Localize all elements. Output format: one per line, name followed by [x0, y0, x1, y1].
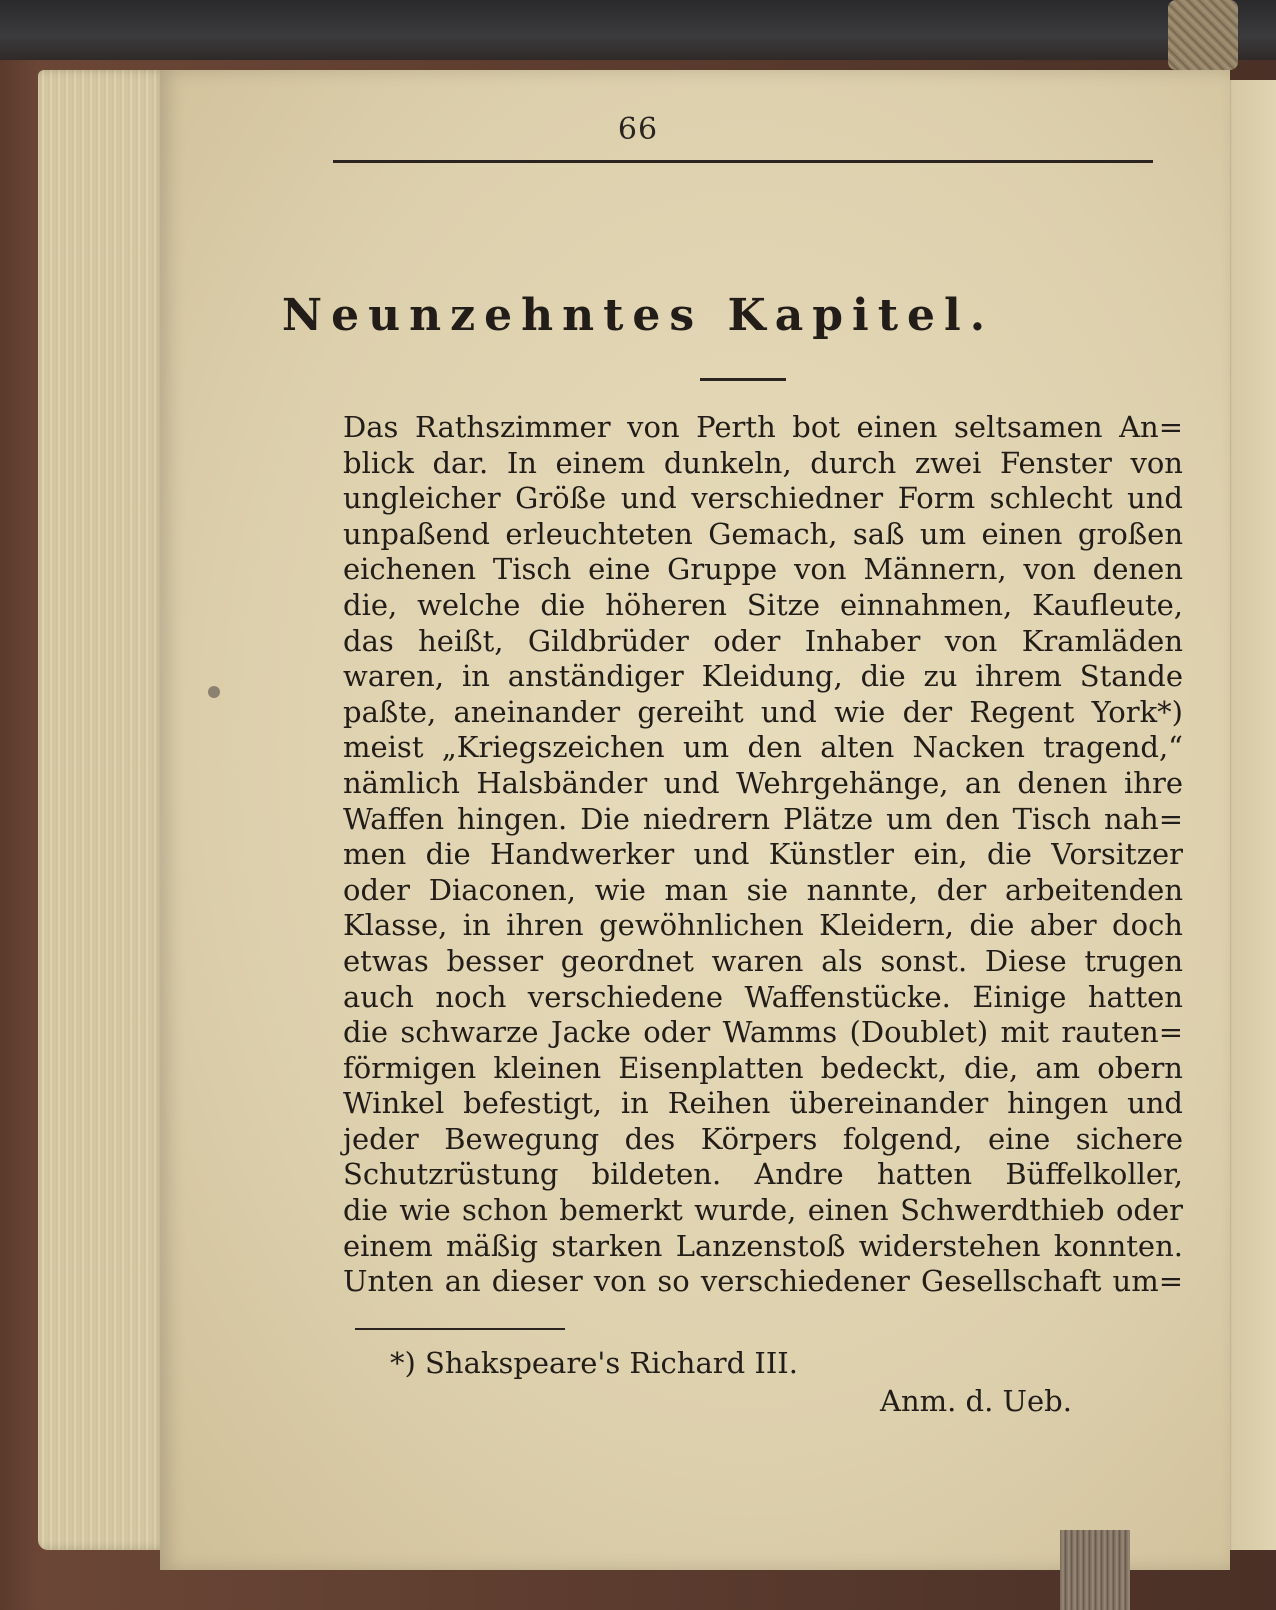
- text-line: einem mäßig starken Lanzenstoß widerstehen konnten.: [343, 1228, 1183, 1263]
- text-line: die wie schon bemerkt wurde, einen Schwerdthieb oder: [343, 1193, 1183, 1228]
- bookmark-ribbon-end: [1060, 1530, 1130, 1610]
- text-line: etwas besser geordnet waren als sonst. Diese trugen: [343, 943, 1183, 978]
- text-line: die, welche die höheren Sitze einnahmen, Kaufleute,: [343, 587, 1183, 622]
- text-line: Winkel befestigt, in Reihen übereinander hingen und: [343, 1086, 1183, 1121]
- text-line: die schwarze Jacke oder Wamms (Doublet) mit rauten=: [343, 1015, 1183, 1050]
- text-line: blick dar. In einem dunkeln, durch zwei Fenster von: [343, 445, 1183, 480]
- text-line: nämlich Halsbänder und Wehrgehänge, an denen ihre: [343, 765, 1183, 800]
- text-line: waren, in anständiger Kleidung, die zu ihrem Stande: [343, 659, 1183, 694]
- text-line: auch noch verschiedene Waffenstücke. Einige hatten: [343, 979, 1183, 1014]
- ink-spot: [208, 686, 220, 698]
- text-line: unpaßend erleuchteten Gemach, saß um einen großen: [343, 516, 1183, 551]
- text-line: jeder Bewegung des Körpers folgend, eine sichere: [343, 1121, 1183, 1156]
- page-number: 66: [617, 112, 659, 147]
- text-line: oder Diaconen, wie man sie nannte, der arbeitenden: [343, 872, 1183, 907]
- text-line: meist „Kriegszeichen um den alten Nacken tragend,“: [343, 730, 1183, 765]
- header-rule: [333, 160, 1153, 163]
- book-binding-top: [0, 0, 1276, 60]
- text-line: paßte, aneinander gereiht und wie der Regent York*): [343, 694, 1183, 729]
- text-line: ungleicher Größe und verschiedner Form schlecht und: [343, 481, 1183, 516]
- translator-note: Anm. d. Ueb.: [880, 1384, 1072, 1418]
- text-line: men die Handwerker und Künstler ein, die Vorsitzer: [343, 837, 1183, 872]
- body-text: [343, 410, 1183, 1300]
- text-line: Klasse, in ihren gewöhnlichen Kleidern, die aber doch: [343, 908, 1183, 943]
- chapter-title: Neunzehntes Kapitel.: [281, 290, 995, 341]
- text-line: Waffen hingen. Die niedrern Plätze um den Tisch nah=: [343, 801, 1183, 836]
- title-rule: [700, 378, 786, 381]
- footnote-rule: [355, 1328, 565, 1330]
- text-line: das heißt, Gildbrüder oder Inhaber von Kramläden: [343, 623, 1183, 658]
- footnote: *) Shakspeare's Richard III.: [390, 1346, 798, 1380]
- text-line: Das Rathszimmer von Perth bot einen seltsamen An=: [343, 410, 1183, 444]
- text-line: Unten an dieser von so verschiedener Gesellschaft um=: [343, 1264, 1183, 1299]
- text-line: förmigen kleinen Eisenplatten bedeckt, die, am obern: [343, 1050, 1183, 1085]
- bookmark-ribbon: [1168, 0, 1238, 70]
- text-line: eichenen Tisch eine Gruppe von Männern, von denen: [343, 552, 1183, 587]
- text-line: Schutzrüstung bildeten. Andre hatten Büffelkoller,: [343, 1157, 1183, 1192]
